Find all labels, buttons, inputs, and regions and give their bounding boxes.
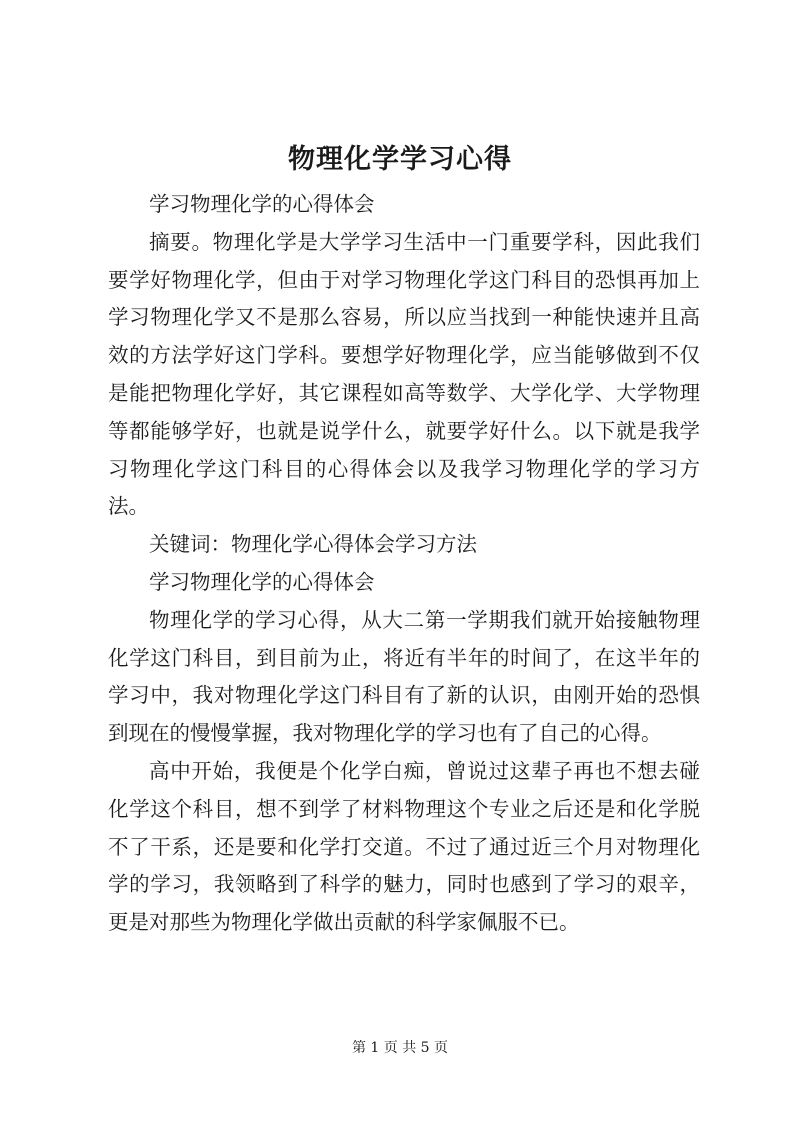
page-footer: 第 1 页 共 5 页 (351, 1040, 449, 1056)
page-title: 物理化学学习心得 (288, 144, 512, 175)
keywords-paragraph: 关键词：物理化学心得体会学习方法 (149, 532, 477, 557)
section-heading: 学习物理化学的心得体会 (149, 569, 375, 594)
body-paragraph: 高中开始，我便是个化学白痴，曾说过这辈子再也不想去碰化学这个科目，想不到学了材料物理这个专业之后还是和化学脱不了干系，还是要和化学打交道。不过了通过近三个月对物理化学的学习，我领略到了科学的魅力，同时也感到了学习的艰辛，更是对那些为物理化学做出贡献的科学家佩服不已。 (108, 758, 700, 935)
body-paragraph: 物理化学的学习心得，从大二第一学期我们就开始接触物理化学这门科目，到目前为止，将近有半年的时间了，在这半年的学习中，我对物理化学这门科目有了新的认识，由刚开始的恐惧到现在的慢慢掌握，我对物理化学的学习也有了自己的心得。 (108, 607, 700, 746)
document-body (108, 186, 700, 942)
subtitle-paragraph: 学习物理化学的心得体会 (149, 192, 375, 216)
abstract-paragraph: 摘要。物理化学是大学学习生活中一门重要学科，因此我们要学好物理化学，但由于对学习物理化学这门科目的恐惧再加上学习物理化学又不是那么容易，所以应当找到一种能快速并且高效的方法学好这门学科。要想学好物理化学，应当能够做到不仅是能把物理化学好，其它课程如高等数学、大学化学、大学物理等都能够学好，也就是说学什么，就要学好什么。以下就是我学习物理化学这门科目的心得体会以及我学习物理化学的学习方法。 (108, 229, 700, 519)
